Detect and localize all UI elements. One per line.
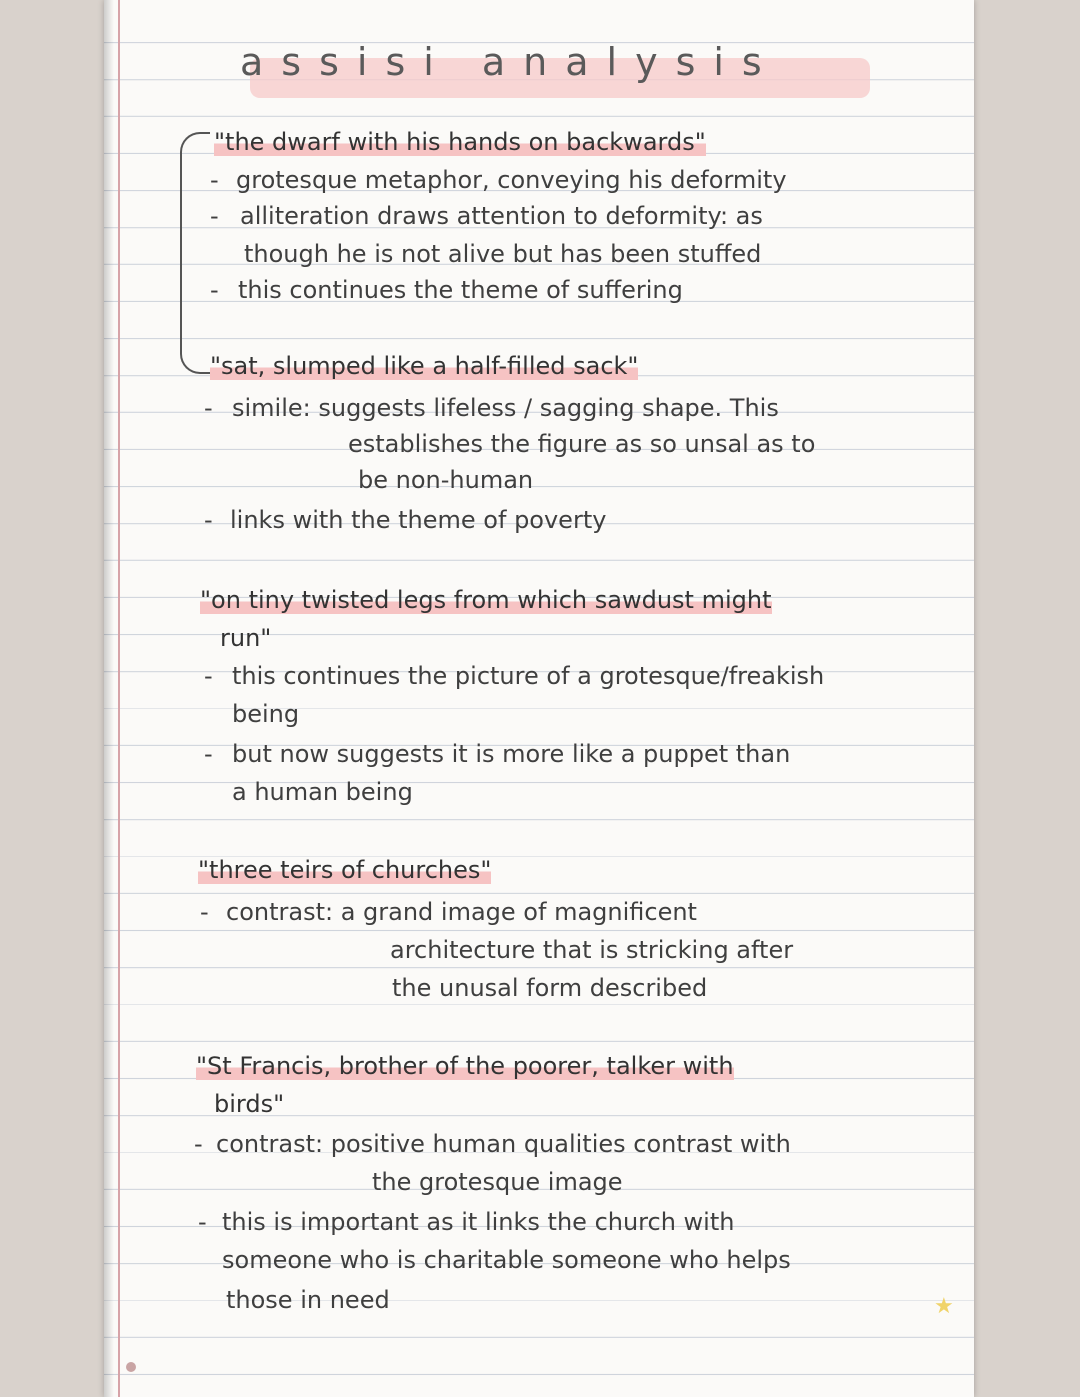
note-5-1: contrast: positive human qualities contrast with <box>216 1130 791 1158</box>
quote-5: "St Francis, brother of the poorer, talker with <box>196 1052 734 1080</box>
punch-hole <box>126 1362 136 1372</box>
note-2-4: links with the theme of poverty <box>230 506 607 534</box>
star-doodle-icon: ★ <box>934 1294 954 1319</box>
quote-2: "sat, slumped like a half-filled sack" <box>210 352 639 380</box>
note-5-4: someone who is charitable someone who helps <box>222 1246 791 1274</box>
margin-line <box>118 0 120 1397</box>
bullet-dash: - <box>210 276 219 304</box>
page-edge-shadow <box>104 0 114 1397</box>
quote-5-cont: birds" <box>214 1090 285 1118</box>
note-1-3: though he is not alive but has been stuffed <box>244 240 762 268</box>
note-4-2: architecture that is stricking after <box>390 936 794 964</box>
bullet-dash: - <box>204 506 213 534</box>
note-4-1: contrast: a grand image of magnificent <box>226 898 697 926</box>
bullet-dash: - <box>204 394 213 422</box>
note-1-2: alliteration draws attention to deformity: as <box>240 202 763 230</box>
note-3-2: being <box>232 700 300 728</box>
note-3-4: a human being <box>232 778 413 806</box>
quote-4: "three teirs of churches" <box>198 856 492 884</box>
bullet-dash: - <box>204 740 213 768</box>
note-1-4: this continues the theme of suffering <box>238 276 683 304</box>
bullet-dash: - <box>194 1130 203 1158</box>
page-title <box>240 40 880 110</box>
note-1-1: grotesque metaphor, conveying his deformity <box>236 166 787 194</box>
note-5-5: those in need <box>226 1286 390 1314</box>
bullet-dash: - <box>204 662 213 690</box>
note-3-1: this continues the picture of a grotesque/freakish <box>232 662 825 690</box>
note-4-3: the unusal form described <box>392 974 708 1002</box>
quote-3: "on tiny twisted legs from which sawdust might <box>200 586 772 614</box>
note-5-2: the grotesque image <box>372 1168 623 1196</box>
note-2-3: be non-human <box>358 466 534 494</box>
bullet-dash: - <box>198 1208 207 1236</box>
note-3-3: but now suggests it is more like a puppet than <box>232 740 791 768</box>
bullet-dash: - <box>210 166 219 194</box>
bullet-dash: - <box>200 898 209 926</box>
title-text: assisi analysis <box>240 40 780 84</box>
quote-1: "the dwarf with his hands on backwards" <box>214 128 706 156</box>
connecting-bracket <box>180 132 210 374</box>
bullet-dash: - <box>210 202 219 230</box>
quote-3-cont: run" <box>220 624 272 652</box>
note-2-1: simile: suggests lifeless / sagging shape. This <box>232 394 779 422</box>
note-5-3: this is important as it links the church with <box>222 1208 735 1236</box>
note-2-2: establishes the figure as so unsal as to <box>348 430 816 458</box>
